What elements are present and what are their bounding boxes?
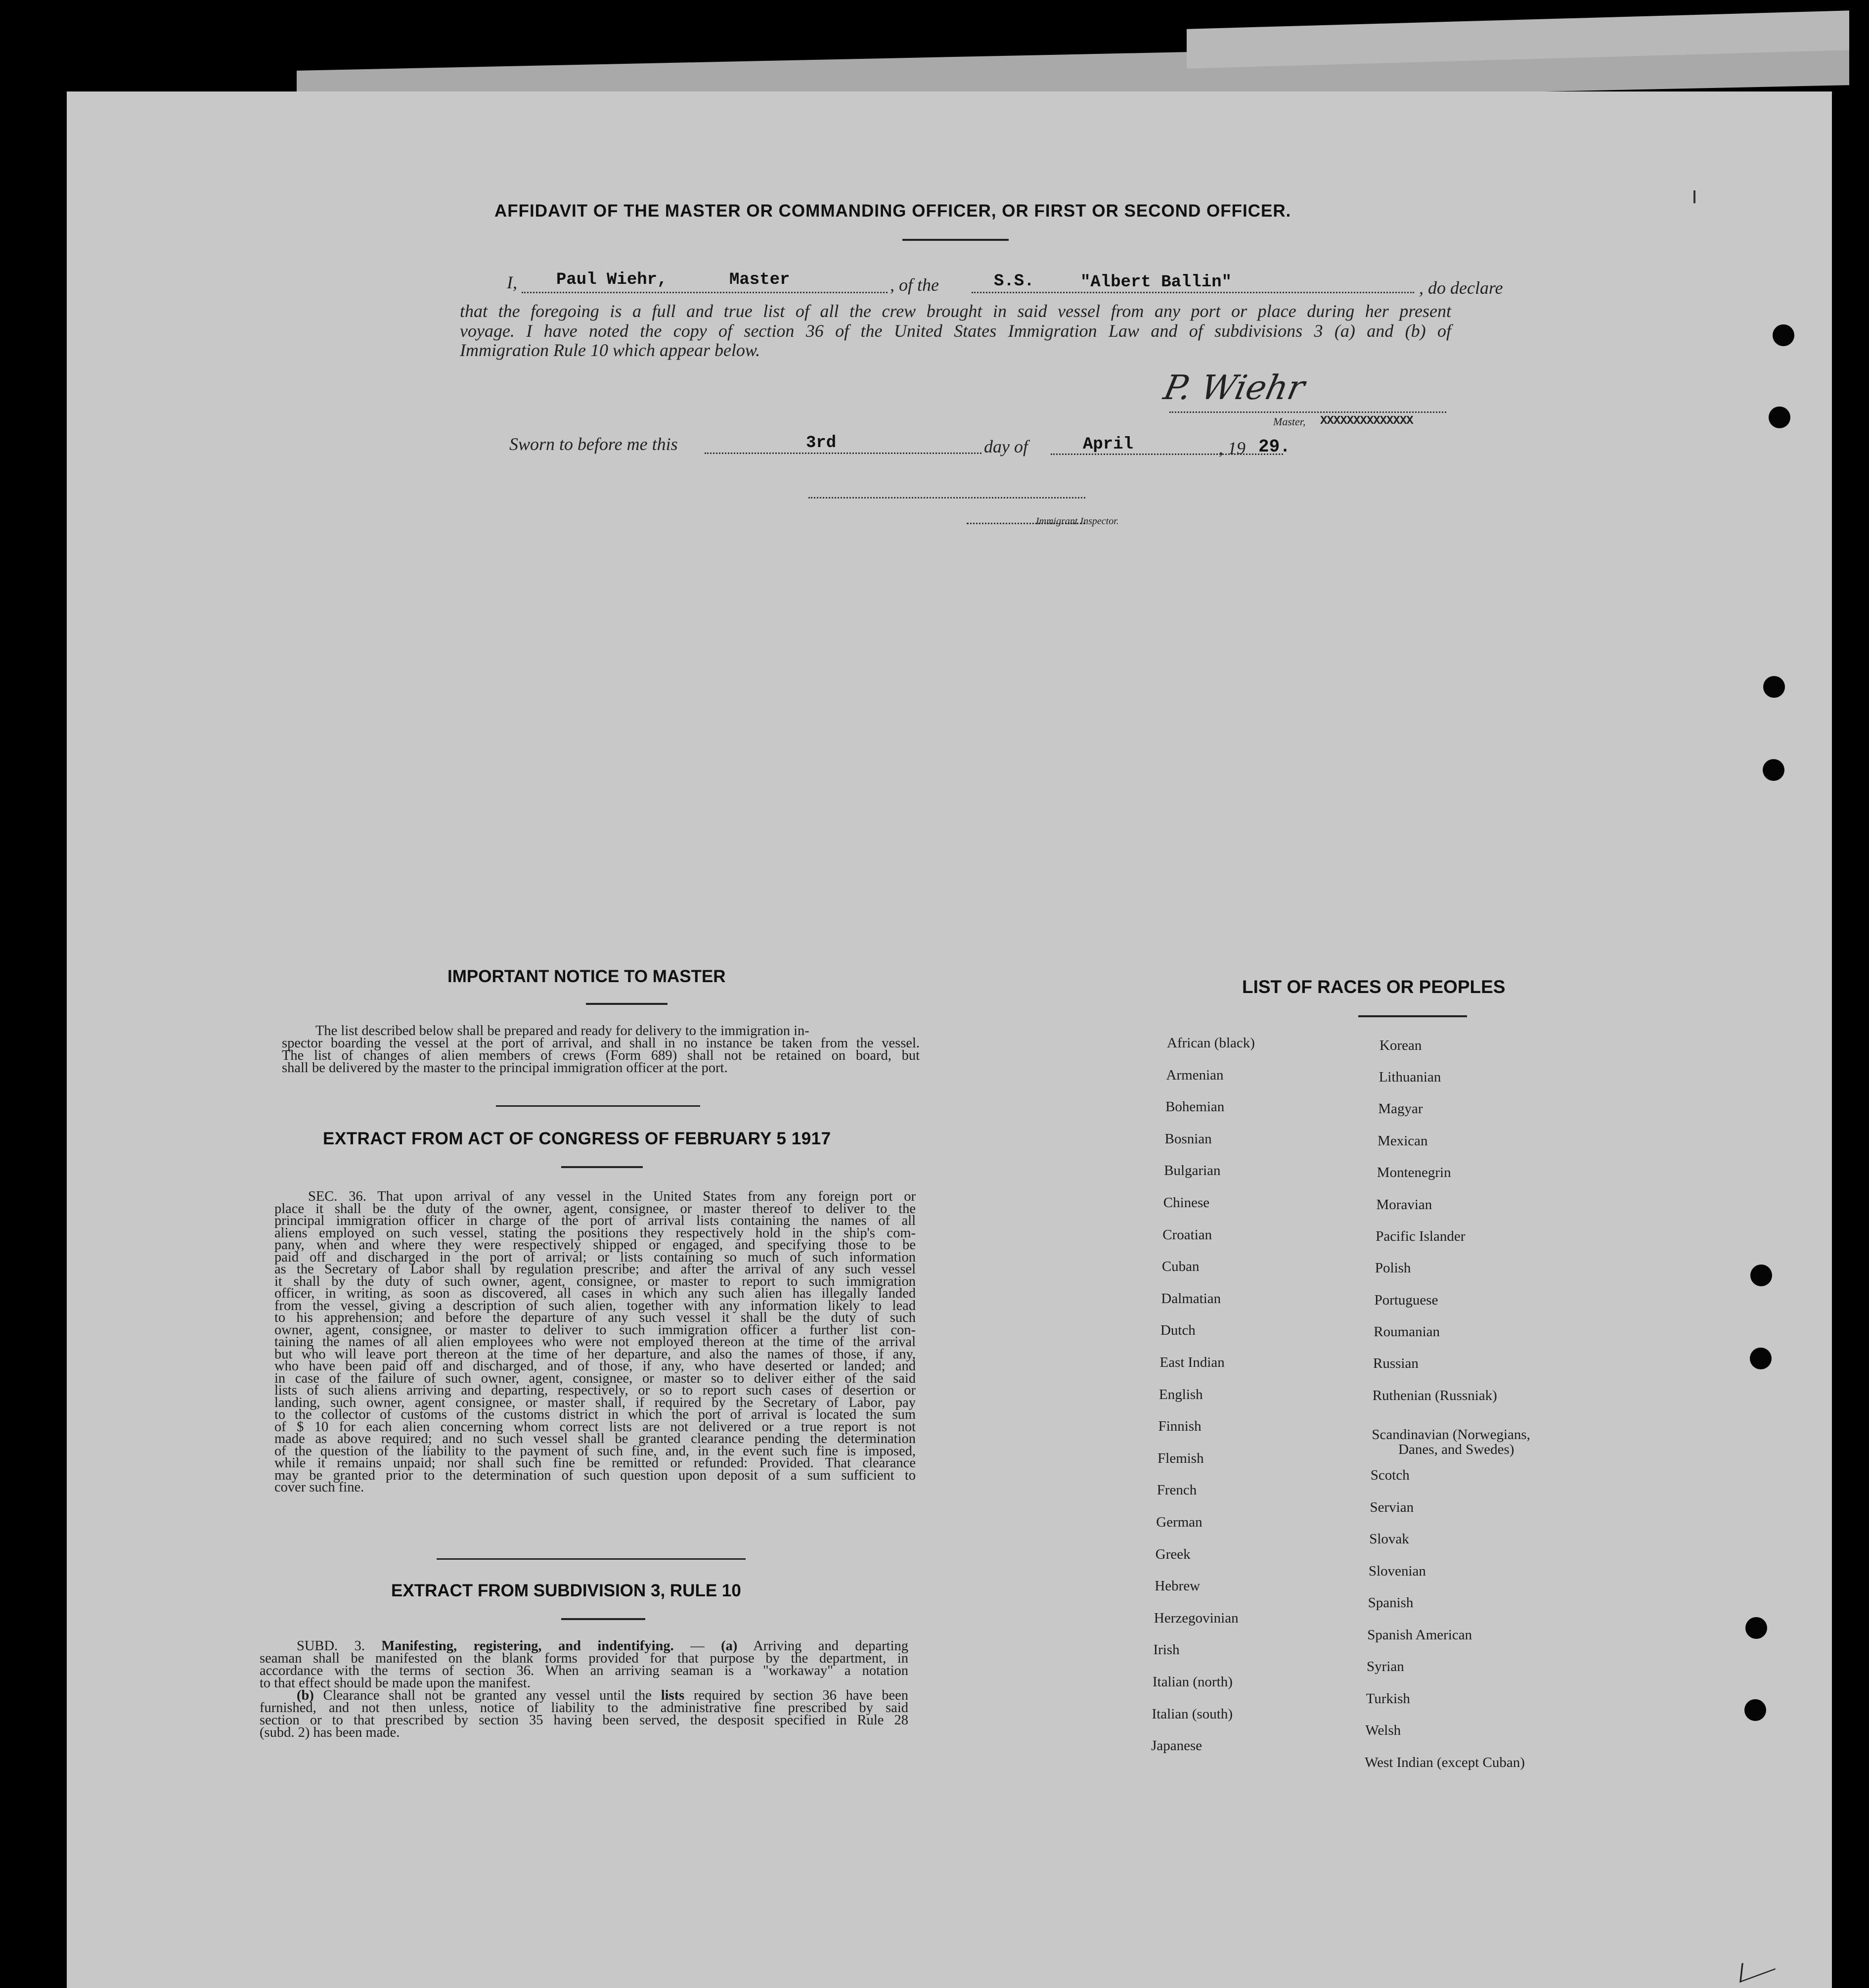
race-item: Chinese [1163, 1195, 1210, 1211]
inspector-line-1 [808, 497, 1085, 498]
race-item: Servian [1370, 1499, 1414, 1515]
act-line: to the collector of customs of the customs district in which the port of arrival is located the sum [274, 1407, 916, 1422]
race-item: Moravian [1376, 1197, 1432, 1213]
act-line: who have been paid off and discharged, and of those, if any, who have deserted or landed; and [274, 1358, 916, 1374]
race-item: Lithuanian [1379, 1069, 1441, 1085]
act-line: made as above required; and no such vessel shall be granted clearance pending the determination [274, 1431, 916, 1446]
race-item: Hebrew [1155, 1578, 1201, 1594]
act-line: lists of such aliens arriving and departing, respectively, or so to report such cases of desertion or [274, 1383, 916, 1398]
punch-hole [1773, 324, 1794, 346]
vessel-line [972, 292, 1414, 293]
notice-text [282, 1025, 920, 1074]
punch-hole [1750, 1348, 1772, 1369]
master-name: Paul Wiehr, [556, 271, 668, 289]
act-line: landing, such owner, agent consignee, or master shall, if required by the Secretary of Labor, pay [274, 1395, 916, 1410]
year-suffix: 29. [1258, 437, 1290, 457]
race-item: Portuguese [1374, 1292, 1438, 1308]
rule-line: section or to that prescribed by section 35 having been served, the desposit specified in Rule 28 [260, 1713, 908, 1728]
sworn-day-line [705, 452, 981, 454]
act-line: to his apprehension; and before the departure of any such vessel it shall be the duty of such [274, 1310, 916, 1325]
race-item: Welsh [1365, 1722, 1401, 1738]
race-item: Dutch [1160, 1322, 1196, 1339]
rule-line: to that effect should be made upon the manifest. [260, 1675, 531, 1691]
act-title-rule [561, 1166, 643, 1168]
notice-divider [496, 1105, 700, 1107]
race-item: Mexican [1378, 1133, 1428, 1149]
vessel-name: "Albert Ballin" [1080, 273, 1232, 292]
race-item: Italian (south) [1152, 1706, 1233, 1722]
sworn-label: Sworn to before me this [509, 434, 678, 454]
affidavit-title: AFFIDAVIT OF THE MASTER OR COMMANDING OFFICER, OR FIRST OR SECOND OFFICER. [494, 201, 1291, 221]
rule-title-rule [561, 1618, 645, 1620]
notice-line: spector boarding the vessel at the port of arrival, and shall in no instance be taken from the vessel. [282, 1036, 920, 1051]
race-item: Bulgarian [1164, 1163, 1221, 1179]
race-item: Slovak [1369, 1531, 1409, 1547]
race-item: Polish [1375, 1260, 1411, 1276]
races-title-rule [1358, 1015, 1467, 1017]
act-line: principal immigration officer in charge of the port of arrival lists containing the names of all [274, 1213, 916, 1228]
act-line: cover such fine. [274, 1480, 364, 1495]
rule-line: seaman shall be manifested on the blank forms provided for that purpose by the department, in [260, 1651, 908, 1666]
punch-hole [1745, 1617, 1767, 1639]
rule-line: (b) Clearance shall not be granted any vessel until the lists required by section 36 have been [297, 1688, 908, 1703]
notice-title-rule [586, 1003, 668, 1005]
act-line: pany, when and where they were respectively shipped or engaged, and specifying those to be [274, 1237, 916, 1253]
race-item: Roumanian [1374, 1324, 1440, 1340]
race-item: Slovenian [1368, 1563, 1426, 1579]
act-divider [437, 1558, 746, 1560]
signature: P. Wiehr [1160, 368, 1308, 407]
punch-hole [1769, 407, 1790, 428]
race-item: French [1157, 1482, 1197, 1498]
race-item: English [1159, 1386, 1203, 1402]
act-line: taining the names of all alien employees who were not employed thereon at the time of the arrival [274, 1334, 916, 1350]
tick-mark [1693, 190, 1695, 203]
rule-title: EXTRACT FROM SUBDIVISION 3, RULE 10 [391, 1581, 741, 1600]
race-item: Pacific Islander [1376, 1228, 1466, 1244]
race-item: Greek [1155, 1546, 1191, 1562]
day-of-label: day of [984, 437, 1028, 456]
act-line: of $ 10 for each alien concerning whom correct lists are not delivered or a true report is not [274, 1419, 916, 1435]
act-text [274, 1191, 916, 1494]
master-label: Master, [1273, 415, 1306, 428]
rule-line: accordance with the terms of section 36. When an arriving seaman is a "workaway" a notation [260, 1663, 908, 1678]
race-item: Cuban [1161, 1259, 1200, 1275]
sworn-month: April [1083, 435, 1134, 454]
race-item: Montenegrin [1377, 1165, 1451, 1180]
year-prefix: , 19 [1219, 438, 1246, 458]
race-item: Magyar [1378, 1101, 1423, 1117]
act-line: may be granted prior to the determination of such question upon deposit of a sum sufficient to [274, 1467, 916, 1483]
notice-title: IMPORTANT NOTICE TO MASTER [447, 967, 726, 986]
act-line: owner, agent, consignee, or master to deliver to such immigration officer a further list con- [274, 1322, 916, 1338]
race-item: Scotch [1370, 1467, 1410, 1483]
punch-hole [1744, 1699, 1766, 1721]
i-label: I, [507, 272, 517, 292]
struck-title: XXXXXXXXXXXXXX [1320, 414, 1413, 428]
race-item: Herzegovinian [1154, 1610, 1239, 1626]
of-the-label: , of the [890, 275, 939, 295]
act-line: paid off and discharged in the port of arrival; or lists containing so much of such information [274, 1249, 916, 1265]
rule-line: (subd. 2) has been made. [260, 1725, 400, 1740]
punch-hole [1763, 676, 1785, 698]
rule-line: SUBD. 3. Manifesting, registering, and indentifying. — (a) Arriving and departing [297, 1638, 909, 1654]
race-item: Spanish American [1367, 1627, 1472, 1643]
rule-line: furnished, and not then unless, notice of liability to the administrative fine prescribed by said [260, 1700, 908, 1716]
rule-text [260, 1640, 908, 1739]
races-title: LIST OF RACES OR PEOPLES [1242, 977, 1506, 997]
affidavit-line-2: that the foregoing is a full and true list of all the crew brought in said vessel from any port or place during her present [460, 301, 1451, 321]
act-line: aliens employed on such vessel, stating the positions they respectively hold in the ship's com- [274, 1225, 916, 1241]
act-line: officer, in writing, as soon as discovered, all cases in which any such alien has illegally landed [274, 1286, 916, 1301]
race-item: Italian (north) [1153, 1674, 1233, 1690]
race-item: Syrian [1367, 1659, 1404, 1674]
race-item: East Indian [1159, 1355, 1225, 1370]
act-line: in case of the failure of such owner, agent, consignee, or master so to deliver either of the said [274, 1370, 916, 1386]
race-item: Spanish [1368, 1595, 1414, 1611]
race-item: Ruthenian (Russniak) [1372, 1388, 1497, 1403]
race-item: Finnish [1158, 1418, 1202, 1435]
act-line: while it remains unpaid; nor shall such fine be remitted or refunded: Provided. That clearance [274, 1455, 916, 1471]
notice-line: The list described below shall be prepared and ready for delivery to the immigration in- [315, 1023, 809, 1039]
affidavit-title-rule [902, 239, 1009, 241]
act-line: but who will leave port thereon at the time of her departure, and also the names of those, if any, [274, 1346, 916, 1362]
act-line: of the question of the liability to the payment of such fine, and, in the event such fine is imposed, [274, 1443, 916, 1459]
act-title: EXTRACT FROM ACT OF CONGRESS OF FEBRUARY 5 1917 [323, 1129, 831, 1148]
inspector-label: Immigrant Inspector. [1036, 516, 1119, 527]
act-line: as the Secretary of Labor shall by regulation prescribe; and after the arrival of any such vessel [274, 1262, 916, 1277]
master-rank: Master [729, 271, 790, 289]
race-item: Japanese [1151, 1738, 1202, 1754]
sworn-day: 3rd [806, 434, 837, 452]
notice-line: shall be delivered by the master to the principal immigration officer at the port. [282, 1060, 728, 1076]
race-item: Armenian [1166, 1067, 1224, 1083]
signature-line [1169, 411, 1446, 413]
race-item: West Indian (except Cuban) [1365, 1755, 1525, 1770]
race-item: Korean [1380, 1038, 1422, 1053]
act-line: SEC. 36. That upon arrival of any vessel in the United States from any foreign port or [308, 1189, 916, 1204]
race-item: Scandinavian (Norwegians, [1372, 1427, 1530, 1443]
race-item: African (black) [1167, 1035, 1255, 1051]
punch-hole [1750, 1265, 1772, 1286]
race-item: German [1156, 1514, 1202, 1530]
race-item: Bosnian [1164, 1130, 1212, 1147]
affidavit-line-3: voyage. I have noted the copy of section 36 of the United States Immigration Law and of subdivisions 3 (a) and (b) of [460, 321, 1451, 341]
race-item: Flemish [1157, 1450, 1204, 1466]
act-line: it shall by the duty of such owner, agent, consignee, or master to report to such immigration [274, 1273, 916, 1289]
vessel-prefix: S.S. [994, 272, 1034, 291]
punch-hole [1763, 759, 1784, 781]
race-item: Dalmatian [1161, 1290, 1221, 1307]
race-item: Russian [1373, 1355, 1419, 1371]
race-item: Croatian [1162, 1226, 1212, 1243]
act-line: from the vessel, giving a description of such alien, together with any information likely to lead [274, 1298, 916, 1313]
corner-mark [1739, 1950, 1778, 1983]
act-line: place it shall be the duty of the owner, agent, consignee, or master thereof to deliver to the [274, 1201, 916, 1217]
document-page [67, 91, 1832, 1988]
do-declare-label: , do declare [1419, 278, 1503, 298]
race-item: Danes, and Swedes) [1398, 1442, 1514, 1457]
affidavit-line-4: Immigration Rule 10 which appear below. [460, 340, 760, 360]
race-item: Turkish [1366, 1691, 1410, 1707]
notice-line: The list of changes of alien members of crews (Form 689) shall not be retained on board, but [282, 1048, 920, 1063]
race-item: Bohemian [1165, 1099, 1225, 1115]
name-line [522, 292, 888, 293]
race-item: Irish [1153, 1642, 1180, 1658]
